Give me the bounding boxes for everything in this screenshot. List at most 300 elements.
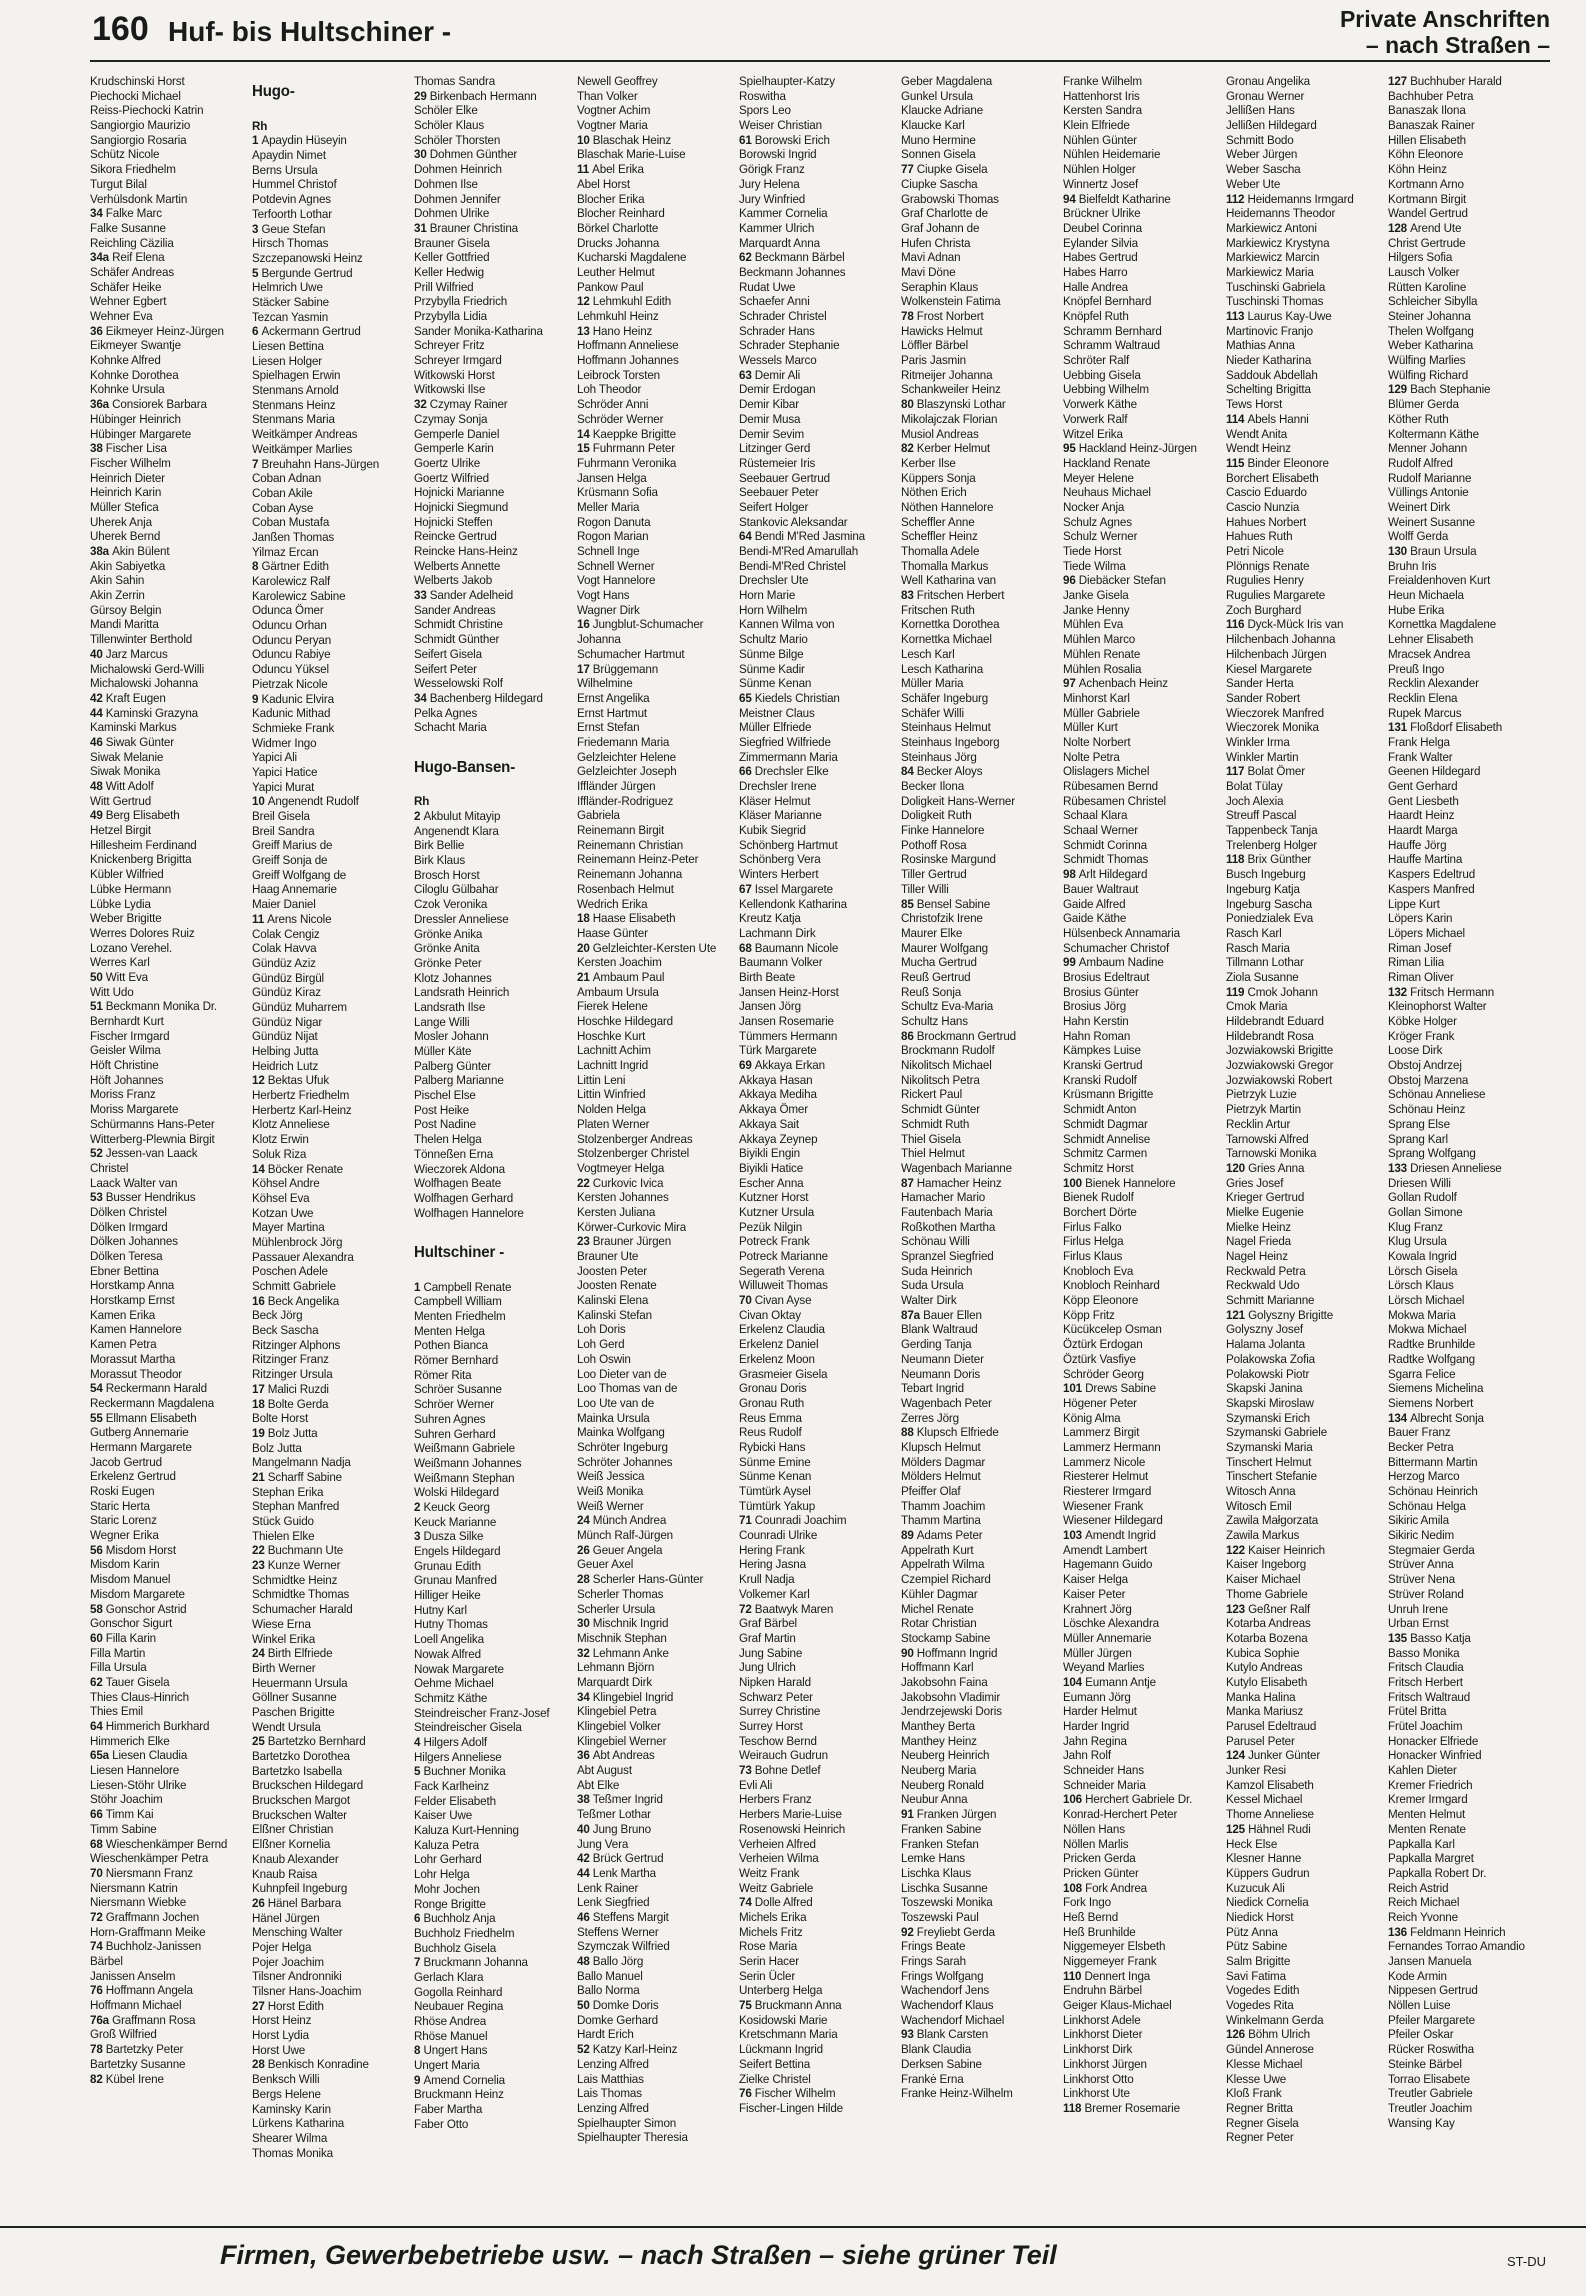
resident-name: Coban Adnan <box>252 471 322 486</box>
resident-name: Ellmann Elisabeth <box>105 1410 197 1425</box>
resident-name: Sander Monika-Katharina <box>414 323 544 338</box>
resident-name: Nöllen Hans <box>1063 1821 1126 1836</box>
resident-name: Lörsch Gisela <box>1387 1263 1458 1278</box>
resident-name: Ungert Hans <box>423 2043 488 2058</box>
spacer <box>414 780 566 795</box>
resident-name: Gonschor Sigurt <box>90 1616 173 1631</box>
resident-name: Mühlenbrock Jörg <box>252 1234 343 1249</box>
resident-name: Gerding Tanja <box>901 1337 972 1352</box>
resident-name: Buchholz Gisela <box>414 1940 497 1955</box>
resident-name: Lischka Susanne <box>901 1880 988 1895</box>
resident-name: Biyikli Engin <box>738 1146 800 1161</box>
resident-name: Adams Peter <box>916 1528 983 1543</box>
resident-name: Verhülsdonk Martin <box>90 191 188 206</box>
resident-name: Grunau Manfred <box>414 1573 498 1588</box>
resident-name: Horst Heinz <box>252 2013 312 2028</box>
street-heading: Hugo-Bansen- <box>414 758 516 776</box>
resident-name: Golyszny Brigitte <box>1247 1307 1333 1322</box>
resident-name: Eikmeyer Heinz-Jürgen <box>105 323 224 338</box>
resident-name: Bolte Horst <box>252 1411 309 1426</box>
resident-name: Tillmann Lothar <box>1225 955 1304 970</box>
resident-name: Müller Kurt <box>1063 720 1119 735</box>
resident-name: Siwak Melanie <box>90 749 164 764</box>
resident-name: Timm Kai <box>105 1807 154 1822</box>
house-number: 12 <box>576 294 593 309</box>
resident-name: Reckwald Udo <box>1225 1278 1299 1293</box>
resident-name: Reuß Sonja <box>901 984 962 999</box>
resident-name: Yapici Hatice <box>252 764 318 779</box>
house-number: 40 <box>576 1821 593 1836</box>
resident-name: Fuhrmann Peter <box>592 441 675 456</box>
resident-name: Ungert Maria <box>414 2058 481 2073</box>
resident-name: Siemens Michelina <box>1387 1381 1484 1396</box>
house-entry <box>577 2042 729 2057</box>
house-number: 48 <box>90 779 106 793</box>
resident-name: Keuck Georg <box>423 1499 491 1514</box>
resident-name: Müller Stefica <box>90 499 159 514</box>
house-number: 116 <box>1225 617 1248 632</box>
house-entry <box>414 1500 566 1515</box>
resident-name: Horn Wilhelm <box>738 602 808 617</box>
resident-name: Gelzleichter Helene <box>576 749 676 764</box>
resident-name: Recklin Elena <box>1387 690 1458 705</box>
resident-name: Landsrath Heinrich <box>414 985 510 1000</box>
resident-name: Schmitz Horst <box>1063 1160 1134 1175</box>
resident-name: Campbell Renate <box>423 1279 512 1294</box>
resident-name: Gronau Angelika <box>1225 74 1310 88</box>
resident-name: Liesen Hannelore <box>90 1763 180 1778</box>
house-number: 92 <box>901 1924 917 1939</box>
resident-name: Gaide Alfred <box>1063 896 1126 911</box>
resident-name: Vogt Hans <box>576 588 630 603</box>
resident-name: Oehme Michael <box>414 1676 495 1691</box>
resident-name: Römer Bernhard <box>414 1353 499 1368</box>
resident-name: Jellißen Hans <box>1225 103 1295 118</box>
house-number: 104 <box>1063 1674 1086 1689</box>
resident-name: Blocher Erika <box>576 191 645 206</box>
resident-name: Berg Elisabeth <box>105 808 180 823</box>
resident-name: Winkel Erika <box>252 1631 316 1646</box>
resident-name: Rhöse Andrea <box>414 2014 487 2028</box>
resident-name: Siegfried Wilfriede <box>738 734 831 749</box>
resident-name: Driesen Anneliese <box>1409 1160 1502 1175</box>
resident-name: Maurer Elke <box>901 925 963 940</box>
page-title: Huf- bis Hultschiner - <box>168 16 452 47</box>
resident-name: Apaydin Hüseyin <box>261 133 347 148</box>
resident-name: Zerres Jörg <box>901 1410 960 1425</box>
resident-name: Kotarba Andreas <box>1225 1616 1311 1631</box>
house-number: 48 <box>576 1954 593 1968</box>
resident-name: Knöpfel Ruth <box>1063 309 1129 323</box>
resident-name: Brüggemann <box>592 661 658 676</box>
resident-name: Schelting Brigitta <box>1225 382 1311 397</box>
resident-name: Konrad-Herchert Peter <box>1063 1807 1178 1822</box>
resident-name: Weber Brigitte <box>90 911 162 926</box>
resident-name: Tuschinski Thomas <box>1225 294 1323 309</box>
resident-name: Müller Käte <box>414 1044 472 1058</box>
resident-name: Kode Armin <box>1387 1968 1447 1983</box>
resident-name: Beckmann Bärbel <box>754 250 845 265</box>
directory-column <box>739 74 891 2224</box>
resident-name: Freialdenhoven Kurt <box>1387 573 1490 588</box>
house-entry <box>901 1308 1053 1323</box>
resident-name: Müller Annemarie <box>1063 1630 1152 1645</box>
house-entry <box>252 1162 404 1177</box>
house-number: 94 <box>1063 191 1080 206</box>
resident-name: Iffländer Jürgen <box>576 779 656 793</box>
house-entry <box>1388 544 1540 559</box>
resident-name: Neumann Dieter <box>901 1351 984 1366</box>
resident-name: Tümmers Hermann <box>738 1028 838 1043</box>
resident-name: Kersten Juliana <box>576 1204 655 1219</box>
resident-name: Evli Ali <box>738 1777 773 1792</box>
resident-name: Hamacher Heinz <box>916 1175 1002 1190</box>
resident-name: Reuß Gertrud <box>901 969 971 984</box>
resident-name: Weyand Marlies <box>1063 1660 1145 1675</box>
resident-name: Schönau Willi <box>901 1234 970 1249</box>
resident-name: Hirsch Thomas <box>252 236 329 251</box>
house-entry <box>577 617 729 632</box>
resident-name: Kammer Cornelia <box>738 206 828 221</box>
resident-name: Kiesel Margarete <box>1225 661 1312 676</box>
resident-name: Kosidowski Marie <box>738 2012 828 2027</box>
resident-name: Pietrzyk Luzie <box>1225 1087 1297 1102</box>
house-entry <box>414 1955 566 1970</box>
house-number: 133 <box>1387 1160 1410 1175</box>
resident-name: Reinemann Birgit <box>576 823 664 838</box>
resident-name: Klesse Uwe <box>1225 2071 1286 2086</box>
resident-name: Reus Rudolf <box>738 1425 802 1440</box>
resident-name: Polakowski Piotr <box>1225 1366 1309 1381</box>
resident-name: Keuck Marianne <box>414 1514 497 1529</box>
resident-name: Achenbach Heinz <box>1079 676 1169 691</box>
resident-name: Bektas Ufuk <box>267 1073 330 1088</box>
resident-name: Nolte Norbert <box>1063 734 1131 749</box>
resident-name: Poniedzialek Eva <box>1225 911 1313 926</box>
house-entry <box>90 1866 242 1881</box>
resident-name: Mavi Adnan <box>901 250 961 265</box>
house-entry <box>1388 720 1540 735</box>
resident-name: Frings Wolfgang <box>901 1968 984 1983</box>
resident-name: Elßner Kornelia <box>252 1837 331 1852</box>
house-entry <box>577 1176 729 1191</box>
resident-name: Markiewicz Maria <box>1225 264 1314 279</box>
resident-name: Gent Gerhard <box>1387 779 1458 793</box>
resident-name: Kuzucuk Ali <box>1225 1880 1285 1895</box>
house-entry <box>414 1764 566 1779</box>
resident-name: Witt Adolf <box>105 779 154 793</box>
resident-name: Amendt Lambert <box>1063 1542 1148 1557</box>
resident-name: Kaminski Markus <box>90 720 177 735</box>
house-entry <box>739 529 891 544</box>
house-number: 70 <box>90 1865 106 1880</box>
resident-name: Schmidt Ruth <box>901 1116 970 1131</box>
resident-name: Klesner Hanne <box>1225 1851 1301 1866</box>
house-number: 9 <box>252 691 262 706</box>
house-number: 119 <box>1225 984 1248 999</box>
resident-name: Krieger Gertrud <box>1225 1190 1304 1205</box>
house-entry <box>739 2086 891 2101</box>
resident-name: Scharff Sabine <box>267 1469 343 1484</box>
resident-name: Unterberg Helga <box>738 1983 823 1998</box>
resident-name: Geßner Ralf <box>1247 1601 1310 1616</box>
house-number: 40 <box>90 646 106 661</box>
house-number: 115 <box>1225 455 1248 470</box>
house-number: 122 <box>1225 1542 1248 1557</box>
resident-name: Schöler Klaus <box>414 118 485 133</box>
house-number: 131 <box>1387 720 1410 735</box>
resident-name: Menten Helmut <box>1387 1807 1465 1822</box>
resident-name: Bartetzky Peter <box>105 2042 184 2057</box>
resident-name: Nolden Helga <box>576 1102 646 1117</box>
resident-name: Thelen Helga <box>414 1132 483 1147</box>
resident-name: Nühlen Günter <box>1063 132 1138 147</box>
resident-name: Hoschke Hildegard <box>576 1014 673 1028</box>
resident-name: Herbers Franz <box>738 1792 812 1807</box>
house-number: 21 <box>252 1469 268 1484</box>
house-entry <box>252 1999 404 2014</box>
resident-name: Schultz Mario <box>738 632 808 647</box>
resident-name: Regner Britta <box>1225 2100 1293 2115</box>
resident-name: Arens Nicole <box>267 911 332 926</box>
resident-name: Kröger Frank <box>1387 1028 1455 1043</box>
resident-name: Weber Katharina <box>1387 338 1473 353</box>
resident-name: Jung Bruno <box>592 1821 651 1836</box>
house-number: 56 <box>90 1542 106 1557</box>
resident-name: Schönau Helga <box>1387 1498 1466 1513</box>
resident-name: Shearer Wilma <box>252 2130 328 2145</box>
resident-name: Becker Petra <box>1387 1439 1454 1454</box>
resident-name: Wendt Anita <box>1225 426 1287 441</box>
resident-name: Leuther Helmut <box>576 264 655 279</box>
house-number: 6 <box>252 324 262 339</box>
house-number: 32 <box>414 397 431 412</box>
resident-name: Wedrich Erika <box>576 896 648 911</box>
resident-name: Surrey Horst <box>738 1719 803 1733</box>
house-number: 44 <box>576 1865 593 1880</box>
house-number: 123 <box>1225 1601 1248 1616</box>
resident-name: Appelrath Kurt <box>901 1542 974 1557</box>
resident-name: Mosler Johann <box>414 1029 490 1044</box>
resident-name: Schäfer Andreas <box>90 264 175 279</box>
resident-name: Scheffler Heinz <box>901 529 978 544</box>
resident-name: Mayer Martina <box>252 1220 325 1235</box>
house-entry <box>252 222 404 237</box>
section-title-line1: Private Anschriften <box>1339 6 1550 32</box>
resident-name: Köhn Heinz <box>1387 162 1447 177</box>
resident-name: Schmidt Günther <box>414 632 500 647</box>
resident-name: Wiesener Frank <box>1063 1498 1144 1513</box>
house-number: 44 <box>90 705 106 720</box>
house-entry <box>577 294 729 309</box>
resident-name: Bendi-M'Red Christel <box>738 558 846 573</box>
resident-name: Klotz Erwin <box>252 1132 309 1147</box>
house-entry <box>577 1954 729 1969</box>
resident-name: Lausch Volker <box>1387 264 1460 279</box>
house-number: 85 <box>901 896 917 911</box>
resident-name: Niedick Horst <box>1225 1909 1293 1924</box>
resident-name: Thiel Gisela <box>901 1131 961 1146</box>
resident-name: Baumann Nicole <box>754 940 839 955</box>
resident-name: Stöhr Joachim <box>90 1792 163 1807</box>
house-number: 66 <box>738 764 755 779</box>
house-number: 7 <box>414 1955 424 1970</box>
resident-name: Kaluza Petra <box>414 1837 480 1852</box>
resident-name: Knöpfel Bernhard <box>1063 294 1152 309</box>
resident-name: Fischer Wilhelm <box>90 455 171 470</box>
resident-name: Hojnicki Marianne <box>414 485 505 500</box>
resident-name: Ernst Hartmut <box>576 705 647 720</box>
resident-name: Hahues Norbert <box>1225 514 1306 529</box>
resident-name: Vogtmeyer Helga <box>576 1160 664 1175</box>
resident-name: Lachmann Dirk <box>738 925 816 940</box>
resident-name: Grönke Peter <box>414 955 483 970</box>
resident-name: Jansen Rosemarie <box>738 1014 834 1028</box>
resident-name: Menten Renate <box>1387 1821 1466 1836</box>
resident-name: Niersmann Wiebke <box>90 1895 187 1910</box>
resident-name: Schöler Elke <box>414 103 479 118</box>
house-entry <box>739 1513 891 1528</box>
resident-name: Gronau Werner <box>1225 88 1304 103</box>
house-entry <box>414 221 566 236</box>
resident-name: Potreck Frank <box>738 1234 810 1249</box>
resident-name: Hano Heinz <box>592 323 652 338</box>
resident-name: Serin Ücler <box>738 1968 795 1983</box>
house-number: 128 <box>1387 220 1410 235</box>
house-entry <box>577 1690 729 1705</box>
house-number: 24 <box>576 1513 593 1528</box>
resident-name: Witterberg-Plewnia Birgit <box>90 1131 215 1146</box>
house-entry <box>901 441 1053 456</box>
resident-name: Malici Ruzdi <box>267 1381 330 1396</box>
resident-name: Frütel Britta <box>1387 1704 1447 1719</box>
house-entry <box>1226 412 1378 427</box>
resident-name: Kranski Gertrud <box>1063 1058 1143 1073</box>
resident-name: Gunkel Ursula <box>901 88 974 103</box>
resident-name: Wesselowski Rolf <box>414 676 504 691</box>
resident-name: Pischel Else <box>414 1088 477 1103</box>
resident-name: Vogedes Rita <box>1225 1998 1294 2013</box>
resident-name: Gronau Ruth <box>738 1395 805 1410</box>
resident-name: Ambaum Paul <box>592 969 665 984</box>
resident-name: Fierek Helene <box>576 999 648 1014</box>
resident-name: Klingebiel Petra <box>576 1704 656 1719</box>
section-title-line2: – nach Straßen – <box>1365 32 1550 58</box>
resident-name: Scherler Hans-Günter <box>592 1572 703 1587</box>
house-entry <box>739 764 891 779</box>
resident-name: Krahnert Jörg <box>1063 1601 1133 1616</box>
resident-name: Jungblut-Schumacher <box>592 617 704 632</box>
resident-name: Graf Charlotte de <box>901 206 989 221</box>
resident-name: Spielhagen Erwin <box>252 368 341 383</box>
resident-name: Bendi-M'Red Amarullah <box>738 544 858 558</box>
resident-name: Pütz Anna <box>1225 1924 1278 1939</box>
house-entry <box>577 427 729 442</box>
resident-name: Klug Ursula <box>1387 1234 1447 1249</box>
resident-name: Gürsoy Belgin <box>90 602 162 617</box>
resident-name: Erkelenz Moon <box>738 1351 815 1366</box>
house-number: 136 <box>1387 1924 1410 1939</box>
resident-name: Akkaya Hasan <box>738 1072 813 1087</box>
resident-name: Schütz Nicole <box>90 147 160 162</box>
resident-name: Sander Adelheid <box>430 588 514 603</box>
resident-name: Kersten Sandra <box>1063 103 1143 118</box>
resident-name: Hetzel Birgit <box>90 823 151 838</box>
resident-name: Sprang Wolfgang <box>1387 1146 1476 1161</box>
resident-name: Reincke Gertrud <box>414 529 498 544</box>
resident-name: Kaluza Kurt-Henning <box>414 1823 520 1838</box>
house-number: 23 <box>576 1234 593 1249</box>
resident-name: Knobloch Eva <box>1063 1263 1134 1278</box>
resident-name: Nowak Alfred <box>414 1646 482 1661</box>
resident-name: Müller Maria <box>901 676 964 691</box>
resident-name: Domke Doris <box>592 1998 659 2013</box>
resident-name: Tillenwinter Berthold <box>90 632 193 647</box>
resident-name: Wachendorf Jens <box>901 1983 990 1998</box>
resident-name: Graf Martin <box>738 1630 796 1645</box>
resident-name: Maier Daniel <box>252 897 316 912</box>
resident-name: Bolz Jutta <box>267 1425 318 1440</box>
resident-name: Hagemann Guido <box>1063 1557 1153 1572</box>
house-number: 76 <box>738 2086 755 2101</box>
resident-name: Pietrzyk Martin <box>1225 1102 1301 1117</box>
resident-name: Niedick Cornelia <box>1225 1895 1309 1910</box>
house-number: 103 <box>1063 1528 1086 1543</box>
resident-name: Fritsch Claudia <box>1387 1660 1464 1675</box>
resident-name: Strüver Roland <box>1387 1586 1464 1601</box>
resident-name: Rugulies Margarete <box>1225 588 1325 603</box>
house-number: 36 <box>90 323 106 338</box>
resident-name: Litzinger Gerd <box>738 441 811 456</box>
resident-name: Sikiric Nedim <box>1387 1528 1454 1543</box>
resident-name: Hamacher Mario <box>901 1190 986 1205</box>
resident-name: Bruckmann Johanna <box>423 1955 529 1970</box>
resident-name: Krull Nadja <box>738 1572 795 1587</box>
resident-name: Hutny Thomas <box>414 1617 489 1632</box>
house-entry <box>1226 192 1378 207</box>
resident-name: Zimmermann Maria <box>738 749 838 764</box>
spacer <box>414 1220 566 1235</box>
resident-name: Steindreischer Franz-Josef <box>414 1705 550 1720</box>
resident-name: Benkisch Konradine <box>267 2057 370 2072</box>
resident-name: Reich Astrid <box>1387 1880 1449 1895</box>
resident-name: Recklin Alexander <box>1387 676 1479 691</box>
resident-name: Jarz Marcus <box>105 646 168 661</box>
house-entry <box>1063 1792 1215 1807</box>
resident-name: Haardt Heinz <box>1387 808 1455 823</box>
resident-name: Kannen Wilma von <box>738 617 835 632</box>
resident-name: Hojnicki Steffen <box>414 514 493 529</box>
resident-name: Hähnel Rudi <box>1247 1821 1311 1836</box>
resident-name: Uherek Anja <box>90 514 152 529</box>
resident-name: Schröer Werner <box>414 1397 495 1412</box>
house-entry <box>252 1426 404 1441</box>
house-entry <box>1226 852 1378 867</box>
resident-name: Bauer Ellen <box>923 1307 982 1322</box>
resident-name: Thomas Monika <box>252 2145 334 2160</box>
resident-name: Lippe Kurt <box>1387 896 1440 911</box>
house-entry <box>252 324 404 339</box>
resident-name: Geisler Wilma <box>90 1043 161 1058</box>
resident-name: Gärtner Edith <box>261 559 330 574</box>
resident-name: Stephan Manfred <box>252 1499 340 1514</box>
house-entry <box>577 162 729 177</box>
house-number: 21 <box>576 969 593 984</box>
resident-name: Lachnitt Ingrid <box>576 1058 648 1073</box>
resident-name: Sünme Kadir <box>738 661 805 676</box>
resident-name: Civan Oktay <box>738 1307 801 1322</box>
house-number: 91 <box>901 1807 917 1822</box>
